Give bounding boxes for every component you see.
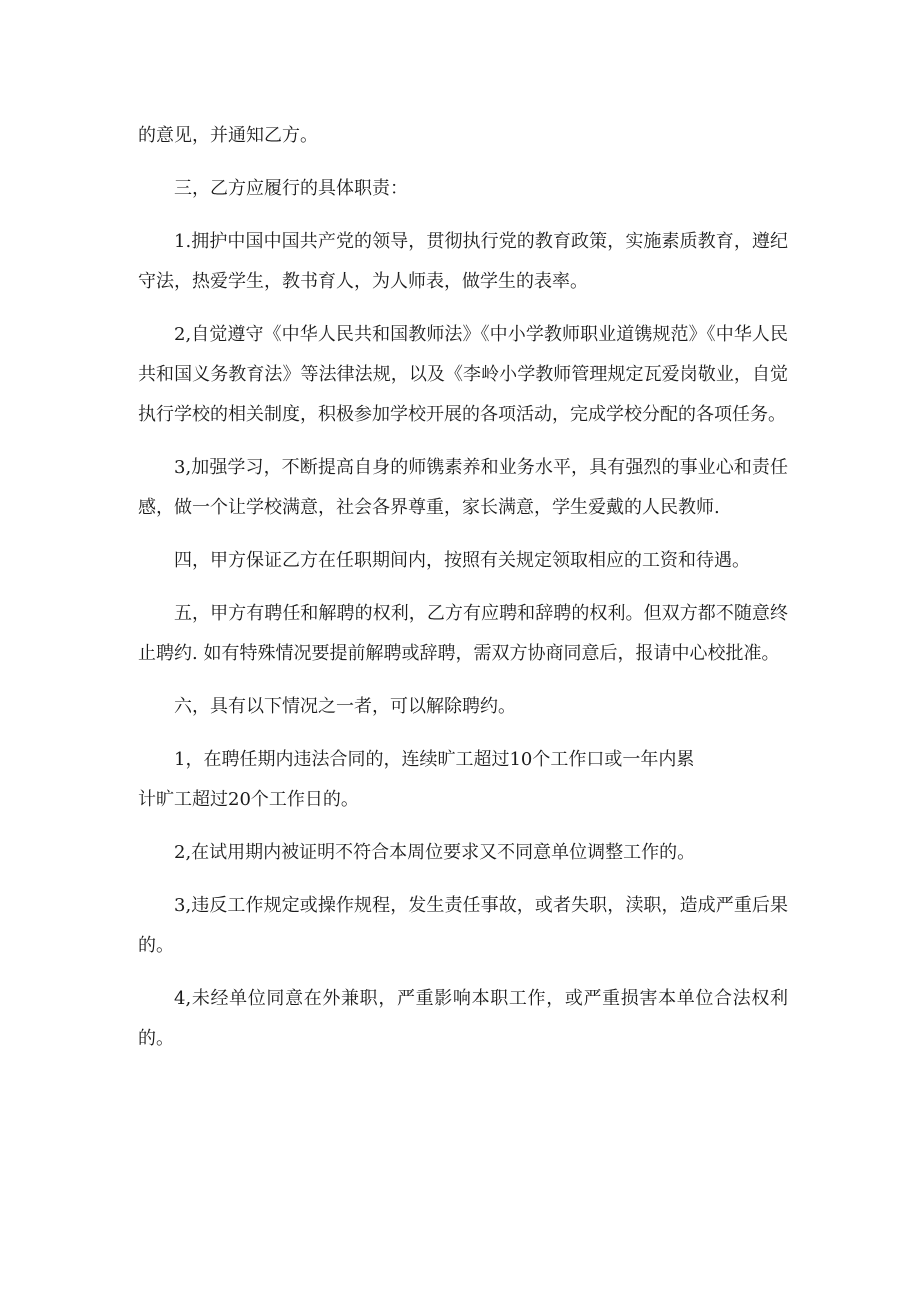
termination-item-2: 2,在试用期内被证明不符合本周位要求又不同意单位调整工作的。 xyxy=(174,842,696,863)
termination-item-3: 3,违反工作规定或操作规程，发生责任事故，或者失职，渎职，造成严重后果的。 xyxy=(138,895,788,956)
section-three-heading: 三，乙方应履行的具体职责： xyxy=(174,178,408,199)
section-five-paragraph: 五，甲方有聘任和解聘的权利，乙方有应聘和辞聘的权利。但双方都不随意终止聘约. 如有特殊情况要提前解聘或辞聘，需双方协商同意后，报请中心校批准。 xyxy=(138,603,788,664)
termination-item-1-line-2: 计旷工超过20个工作日的。 xyxy=(138,789,359,810)
document-body xyxy=(138,116,788,1072)
section-four-paragraph: 四，甲方保证乙方在任职期间内，按照有关规定领取相应的工资和待遇。 xyxy=(174,550,750,571)
termination-item-1-line-1: 1，在聘任期内违法合同的，连续旷工超过10个工作口或一年内累 xyxy=(174,749,695,770)
paragraph-continuation: 的意见，并通知乙方。 xyxy=(138,125,318,146)
duty-item-1: 1.拥护中国中国共产党的领导，贯彻执行党的教育政策，实施素质教育，遵纪守法，热爱学生，教书育人，为人师表，做学生的表率。 xyxy=(138,231,788,292)
duty-item-2: 2,自觉遵守《中华人民共和国教师法》《中小学教师职业道镌规范》《中华人民共和国义务教育法》等法律法规，以及《李岭小学教师管理规定瓦爱岗敬业，自觉执行学校的相关制度，积极参加学校开展的各项活动，完成学校分配的各项任务。 xyxy=(138,324,788,425)
duty-item-3: 3,加强学习，不断提高自身的师镌素养和业务水平，具有强烈的事业心和责任感，做一个让学校满意，社会各界尊重，家长满意，学生爱戴的人民教师. xyxy=(138,457,788,518)
termination-item-4: 4,未经单位同意在外兼职，严重影响本职工作，或严重损害本单位合法权利的。 xyxy=(138,988,788,1049)
section-six-heading: 六，具有以下情况之一者，可以解除聘约。 xyxy=(174,696,516,717)
